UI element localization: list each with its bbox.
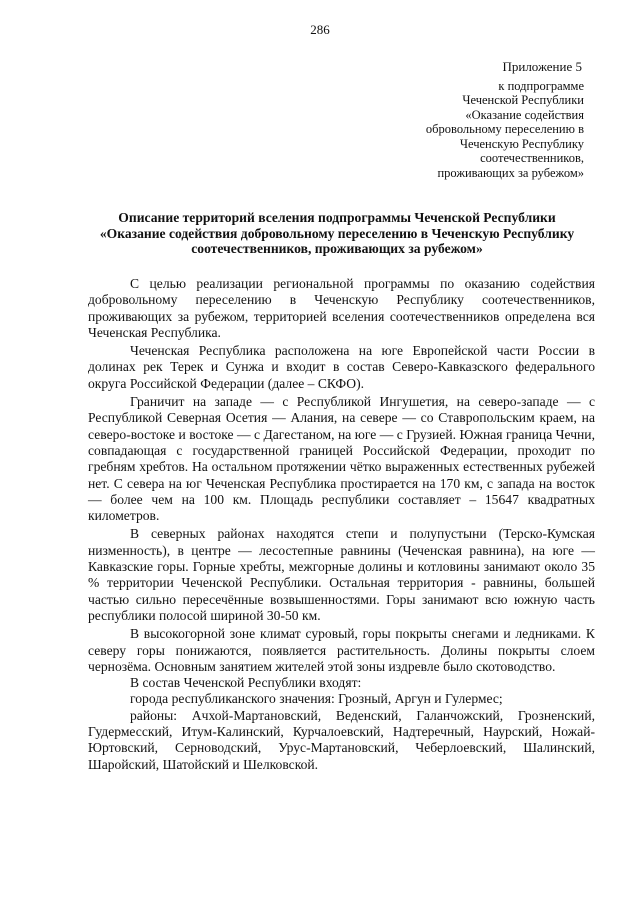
paragraph-composition: В состав Чеченской Республики входят: — [130, 675, 362, 691]
appendix-line: Чеченскую Республику — [459, 136, 584, 151]
appendix-block — [426, 60, 584, 180]
appendix-line: соотечественников, — [480, 151, 584, 165]
paragraph-borders: Граничит на западе — с Республикой Ингушетия, на северо-западе — с Республикой Северная Осетия — Алания, на севере — со Ставропольским краем, на северо-востоке и востоке — с Дагестаном, на юге — с Грузией. Южная граница Чечни, совпадающая с государственной границей Российской Федерации, проходит по гребням хребтов. На остальном протяжении чётко выраженных естественных рубежей нет. С севера на юг Чеченская Республика простирается на 170 км, с запада на восток — более чем на 100 км. Площадь республики составляет – 15647 квадратных километров. — [88, 394, 595, 524]
paragraph-relief: В северных районах находятся степи и полупустыни (Терско-Кумская низменность), в центре — лесостепные равнины (Чеченская равнина), на юге — Кавказские горы. Горные хребты, межгорные долины и котловины занимают около 35 % территории Чеченской Республики. Остальная территория - равнины, большей частью сильно пересечённые возвышенностями. Горы занимают всю южную часть республики полосой шириной 30-50 км. — [88, 526, 595, 623]
section-heading: Описание территорий вселения подпрограммы Чеченской Республики «Оказание содействия добровольному переселению в Чеченскую Республику соотечественников, проживающих за рубежом» — [99, 210, 575, 256]
paragraph-location: Чеченская Республика расположена на юге Европейской части России в долинах рек Терек и Сунжа и входит в состав Северо-Кавказского федерального округа Российской Федерации (далее – СКФО). — [88, 343, 595, 391]
paragraph-districts: районы: Ачхой-Мартановский, Веденский, Галанчожский, Грозненский, Гудермесский, Итум-Калинский, Курчалоевский, Надтеречный, Наурский, Ножай-Юртовский, Серноводский, Урус-Мартановский, Чеберлоевский, Шалинский, Шаройский, Шатойский и Шелковской. — [88, 707, 595, 772]
appendix-line: Чеченской Республики — [462, 93, 584, 107]
appendix-line: к подпрограмме — [498, 78, 584, 93]
document-body — [88, 276, 595, 773]
paragraph-climate: В высокогорной зоне климат суровый, горы покрыты снегами и ледниками. К северу горы понижаются, появляется растительность. Долины покрыты слоем чернозёма. Основным занятием жителей этой зоны издревле было скотоводство. — [88, 626, 595, 674]
appendix-line: проживающих за рубежом» — [437, 165, 584, 180]
appendix-line: обровольному переселению в — [425, 122, 584, 136]
page-number: 286 — [310, 22, 330, 37]
paragraph-cities: города республиканского значения: Грозный, Аргун и Гулермес; — [130, 691, 503, 707]
appendix-title: Приложение 5 — [502, 59, 582, 74]
paragraph-intro: С целью реализации региональной программы по оказанию содействия добровольному переселению в Чеченскую Республику соотечественников, проживающих за рубежом, территорией вселения соотечественников определена вся Чеченская Республика. — [88, 276, 595, 340]
appendix-line: «Оказание содействия — [465, 107, 584, 122]
